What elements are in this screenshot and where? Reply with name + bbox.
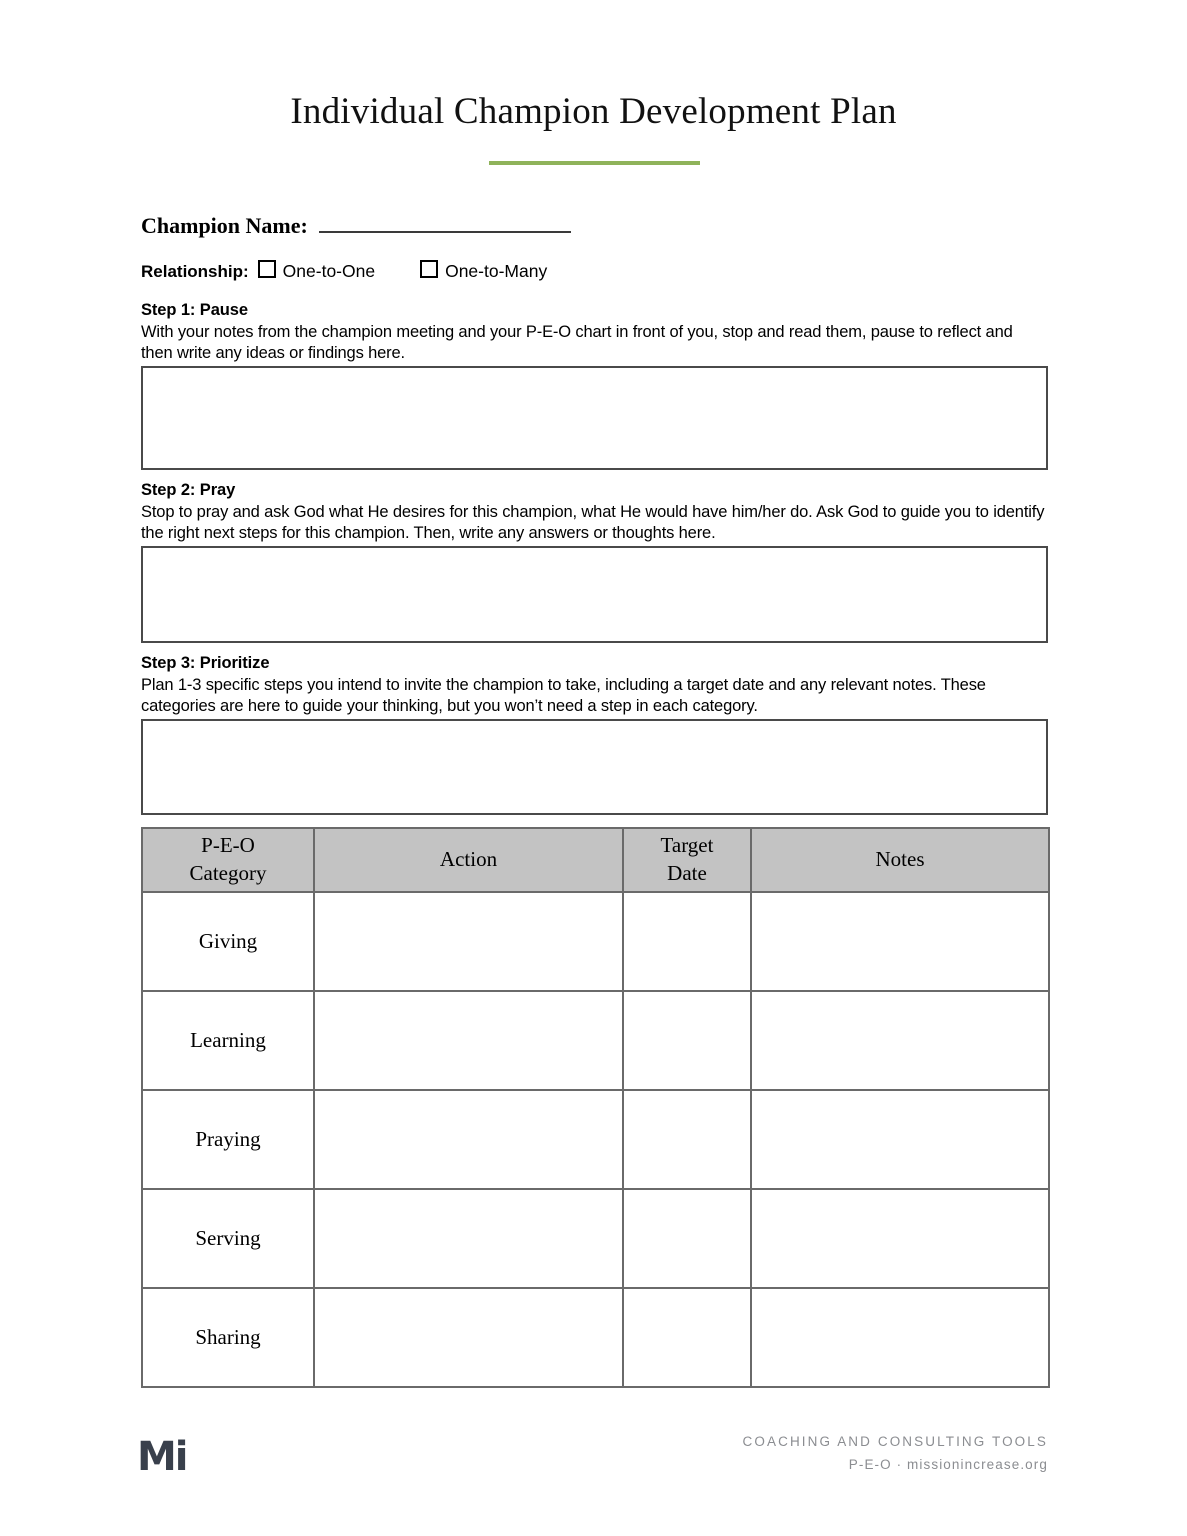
table-row <box>142 1090 1049 1189</box>
champion-name-row <box>141 213 571 239</box>
relationship-option-one-to-one[interactable] <box>258 259 375 282</box>
cell-target-date[interactable] <box>623 1288 751 1387</box>
cell-target-date[interactable] <box>623 991 751 1090</box>
title-divider-rule <box>489 161 700 165</box>
column-header-target-line2: Date <box>667 861 707 885</box>
cell-category: Praying <box>142 1090 314 1189</box>
champion-name-label: Champion Name: <box>141 213 308 238</box>
step-3-title: Step 3: Prioritize <box>141 654 270 672</box>
cell-action[interactable] <box>314 991 623 1090</box>
step-2-section <box>141 480 1048 643</box>
step-1-description: With your notes from the champion meeting and your P-E-O chart in front of you, stop and read them, pause to reflect and then write any ideas or findings here. <box>141 323 1013 363</box>
relationship-label: Relationship: <box>141 262 249 281</box>
cell-notes[interactable] <box>751 1090 1049 1189</box>
cell-category: Learning <box>142 991 314 1090</box>
cell-target-date[interactable] <box>623 892 751 991</box>
step-3-section <box>141 653 1048 815</box>
step-2-response-box[interactable] <box>141 546 1048 643</box>
cell-notes[interactable] <box>751 892 1049 991</box>
checkbox-icon-one-to-many[interactable] <box>420 260 438 278</box>
footer-attribution: P-E-O · missionincrease.org <box>848 1457 1048 1473</box>
step-2-description: Stop to pray and ask God what He desires for this champion, what He would have him/her do. Ask God to guide you to identify the right next steps for this champion. Then, write any answers or thoughts here. <box>141 503 1045 543</box>
cell-action[interactable] <box>314 1189 623 1288</box>
cell-category: Serving <box>142 1189 314 1288</box>
relationship-row <box>141 259 547 282</box>
table-header-row <box>142 828 1049 892</box>
cell-action[interactable] <box>314 1090 623 1189</box>
cell-action[interactable] <box>314 892 623 991</box>
step-1-title: Step 1: Pause <box>141 301 248 319</box>
cell-target-date[interactable] <box>623 1090 751 1189</box>
relationship-option-label: One-to-One <box>282 261 376 281</box>
column-header-category-line2: Category <box>189 861 267 885</box>
column-header-category-line1: P-E-O <box>201 833 255 858</box>
column-header-notes: Notes <box>751 828 1049 892</box>
step-1-section <box>141 300 1048 470</box>
cell-notes[interactable] <box>751 1189 1049 1288</box>
cell-notes[interactable] <box>751 991 1049 1090</box>
step-3-response-box[interactable] <box>141 719 1048 815</box>
cell-category: Sharing <box>142 1288 314 1387</box>
relationship-option-one-to-many[interactable] <box>420 259 547 282</box>
step-2-title: Step 2: Pray <box>141 481 236 499</box>
table-row <box>142 892 1049 991</box>
champion-name-input[interactable] <box>319 214 571 233</box>
cell-target-date[interactable] <box>623 1189 751 1288</box>
footer-text-block <box>743 1432 1048 1476</box>
column-header-action: Action <box>314 828 623 892</box>
table-row <box>142 1288 1049 1387</box>
column-header-category <box>142 828 314 892</box>
page-title: Individual Champion Development Plan <box>290 91 897 132</box>
cell-action[interactable] <box>314 1288 623 1387</box>
cell-notes[interactable] <box>751 1288 1049 1387</box>
step-3-description: Plan 1-3 specific steps you intend to invite the champion to take, including a target date and any relevant notes. These categories are here to guide your thinking, but you won’t need a step in each category. <box>141 676 986 716</box>
table-row <box>142 991 1049 1090</box>
column-header-target-line1: Target <box>660 833 714 858</box>
checkbox-icon-one-to-one[interactable] <box>258 260 276 278</box>
peo-priority-table <box>141 827 1050 1388</box>
mission-increase-logo: Mi <box>137 1434 187 1480</box>
footer-tagline: COACHING AND CONSULTING TOOLS <box>742 1434 1048 1449</box>
cell-category: Giving <box>142 892 314 991</box>
relationship-option-label: One-to-Many <box>445 261 548 281</box>
column-header-target-date <box>623 828 751 892</box>
step-1-response-box[interactable] <box>141 366 1048 470</box>
table-row <box>142 1189 1049 1288</box>
